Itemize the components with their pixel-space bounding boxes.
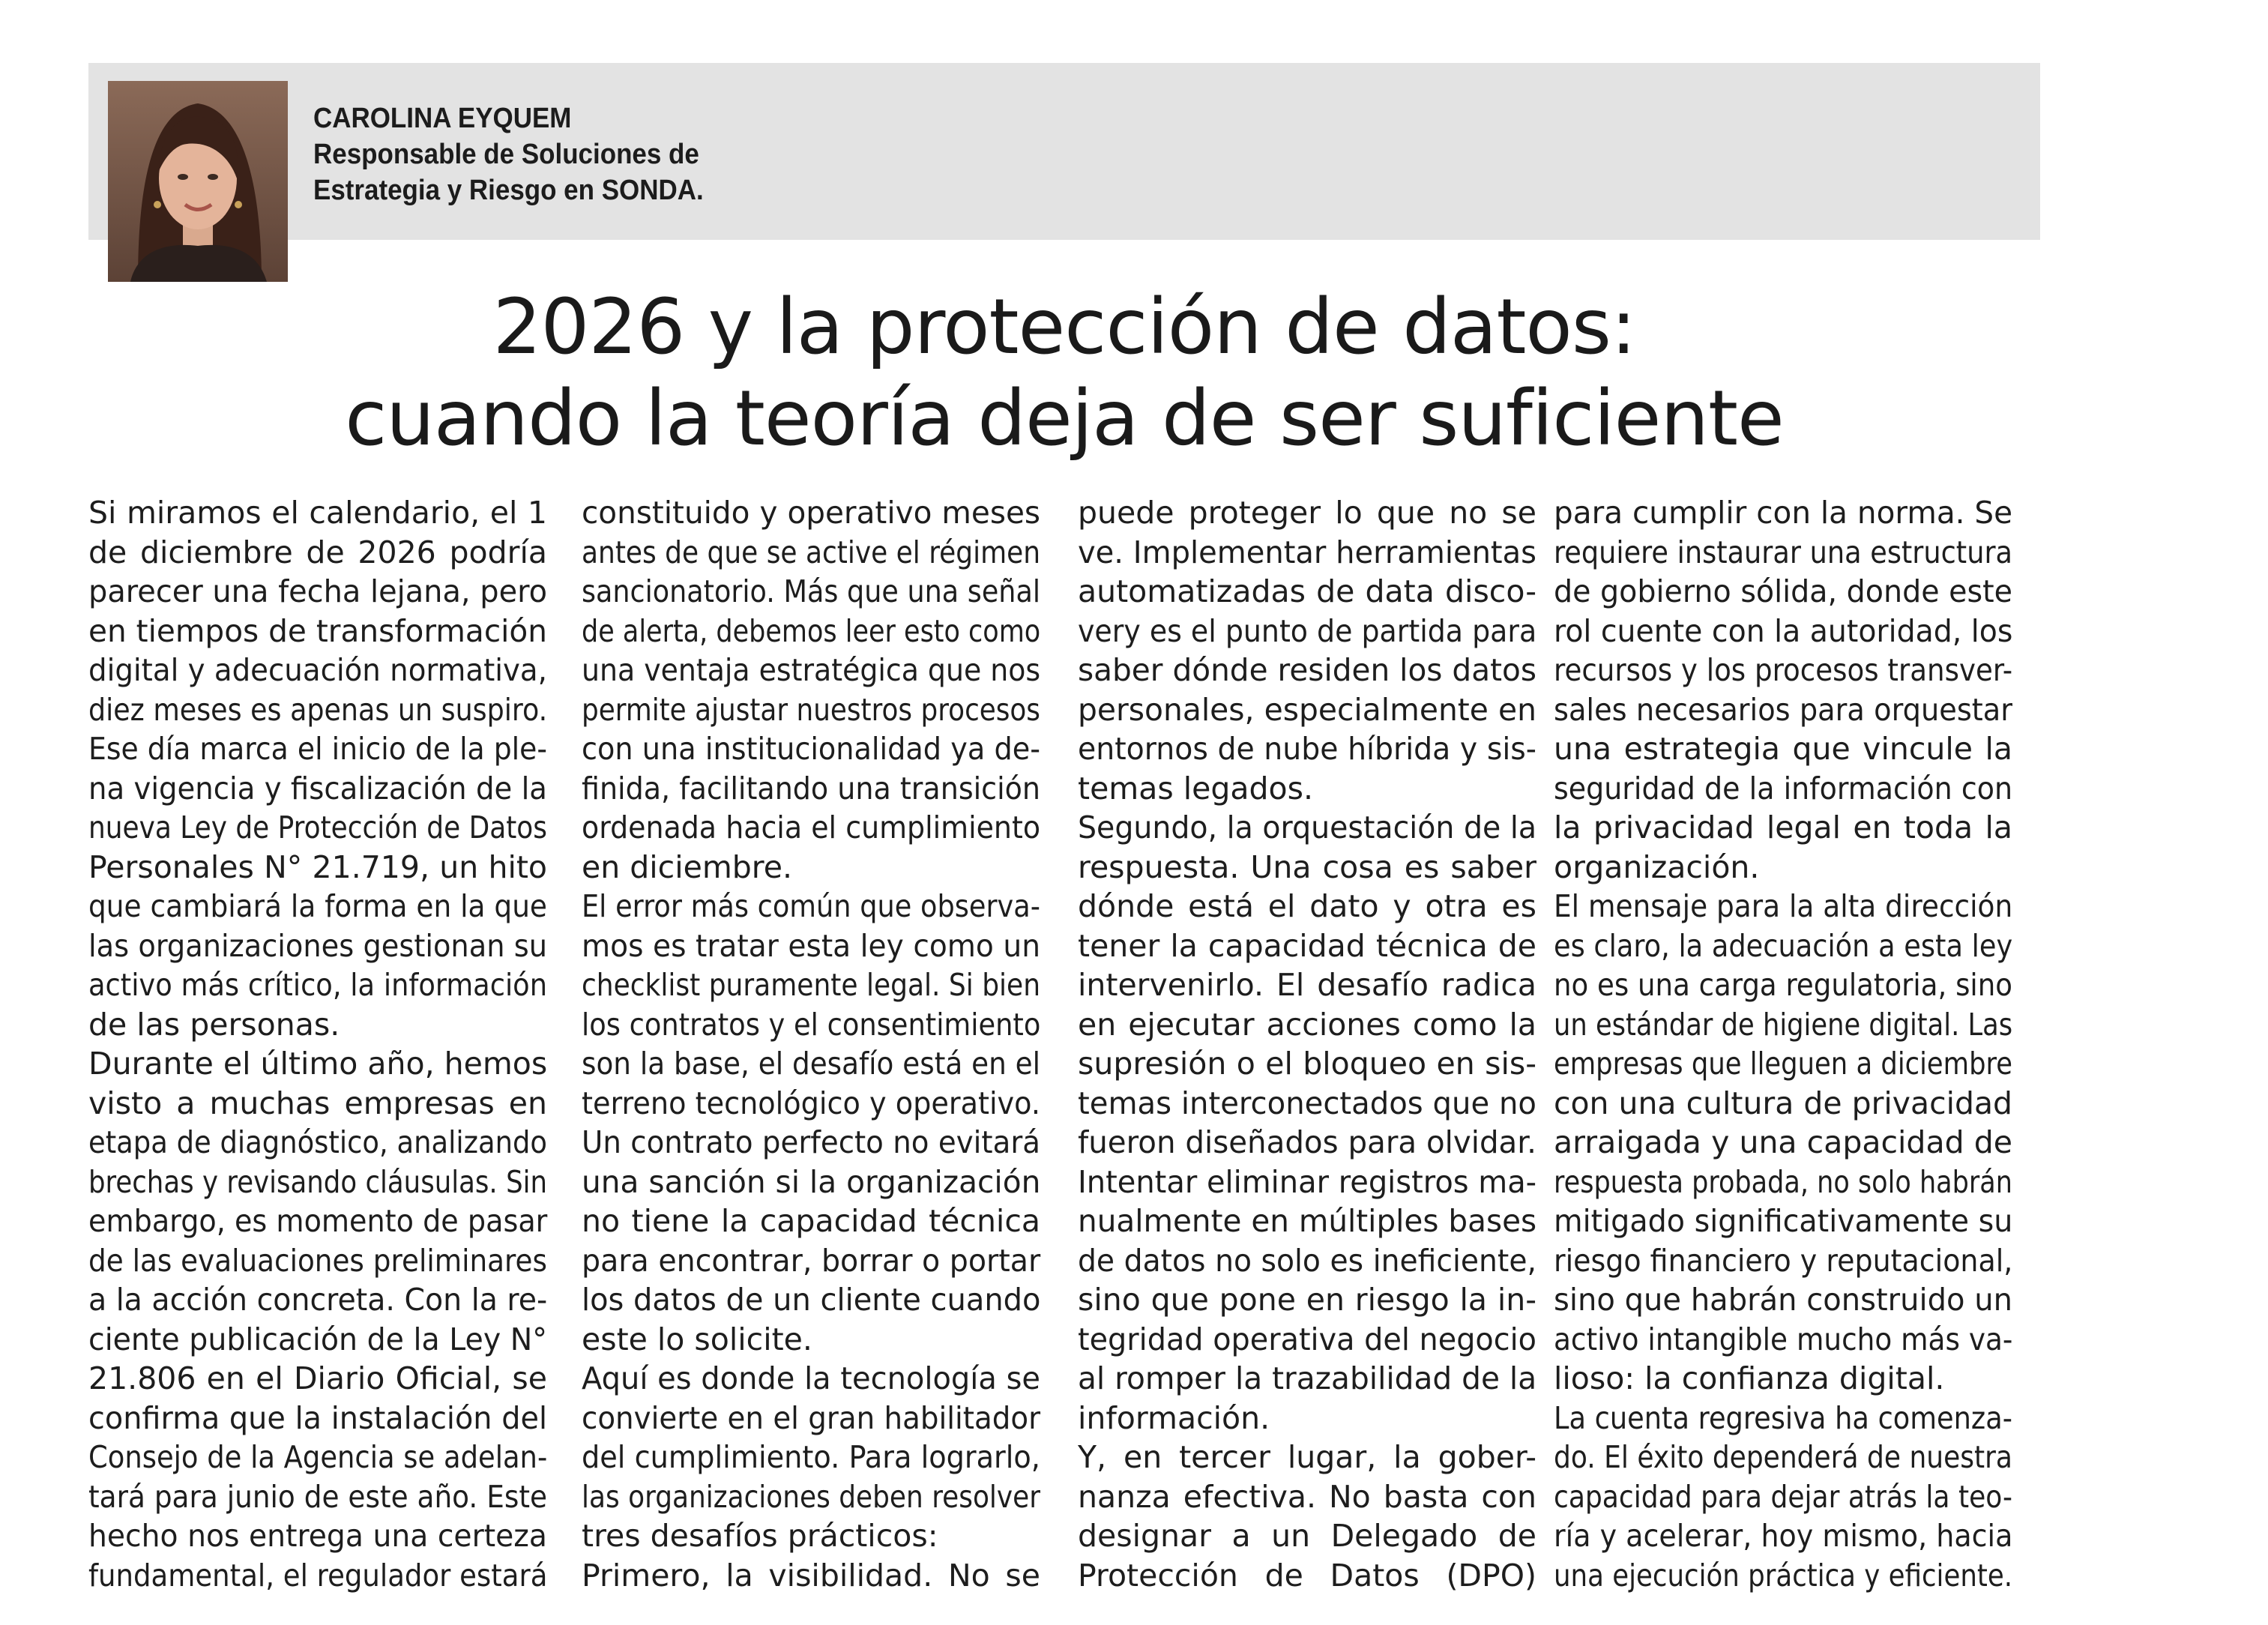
headline-line-1: 2026 y la protección de datos: (492, 283, 1636, 372)
author-role-line-2: Estrategia y Riesgo en SONDA. (313, 175, 704, 206)
article-text-line: recursos y los procesos transver- (1554, 652, 2013, 688)
article-text-line: una ejecución práctica y eficiente. (1554, 1557, 2013, 1594)
article-text-line: Protección de Datos (DPO) (1078, 1557, 1536, 1594)
author-name: CAROLINA EYQUEM (313, 103, 572, 134)
article-text-line: para encontrar, borrar o portar (582, 1242, 1041, 1279)
article-text-line: Aquí es donde la tecnología se (582, 1360, 1040, 1396)
article-text-line: designar a un Delegado de (1078, 1518, 1536, 1554)
article-text-line: organización. (1554, 848, 1760, 885)
article-column-3 (1078, 493, 1536, 1595)
article-text-line: confirma que la instalación del (88, 1399, 548, 1436)
article-text-line: respuesta probada, no solo habrán (1554, 1163, 2012, 1200)
article-text-line: automatizadas de data disco- (1078, 573, 1536, 609)
article-text-line: checklist puramente legal. Si bien (582, 967, 1041, 1003)
article-text-line: las organizaciones deben resolver (582, 1478, 1040, 1515)
article-text-line: intervenirlo. El desafío radica (1078, 967, 1536, 1003)
article-text-line: mos es tratar esta ley como un (582, 927, 1041, 964)
article-text-line: digital y adecuación normativa, (88, 652, 547, 688)
article-text-line: El mensaje para la alta dirección (1554, 888, 2013, 924)
article-text-line: Si miramos el calendario, el 1 (88, 495, 547, 531)
article-text-line: Primero, la visibilidad. No se (582, 1557, 1040, 1594)
article-text-line: tres desafíos prácticos: (582, 1518, 938, 1554)
article-text-line: do. El éxito dependerá de nuestra (1554, 1439, 2012, 1475)
article-text-line: La cuenta regresiva ha comenza- (1554, 1399, 2012, 1436)
article-text-line: las organizaciones gestionan su (88, 927, 548, 964)
article-text-line: una sanción si la organización (582, 1163, 1041, 1200)
article-text-line: entornos de nube híbrida y sis- (1078, 731, 1537, 767)
article-text-line: una ventaja estratégica que nos (582, 652, 1041, 688)
article-text-line: de datos no solo es ineficiente, (1078, 1242, 1536, 1279)
article-text-line: Intentar eliminar registros ma- (1078, 1163, 1537, 1200)
article-text-line: de diciembre de 2026 podría (88, 534, 547, 570)
article-text-line: los datos de un cliente cuando (582, 1282, 1041, 1318)
article-text-line: parecer una fecha lejana, pero (88, 573, 548, 609)
article-text-line: na vigencia y fiscalización de la (88, 770, 547, 807)
article-text-line: brechas y revisando cláusulas. Sin (88, 1163, 548, 1200)
article-text-line: diez meses es apenas un suspiro. (88, 691, 548, 728)
article-text-line: hecho nos entrega una certeza (88, 1518, 547, 1554)
article-text-line: los contratos y el consentimiento (582, 1006, 1041, 1043)
article-text-line: fundamental, el regulador estará (88, 1557, 548, 1594)
article-column-2 (582, 493, 1040, 1595)
article-text-line: que cambiará la forma en la que (88, 888, 547, 924)
article-text-line: puede proteger lo que no se (1078, 495, 1536, 531)
article-text-line: saber dónde residen los datos (1078, 652, 1537, 688)
article-text-line: very es el punto de partida para (1078, 612, 1537, 649)
article-text-line: constituido y operativo meses (582, 495, 1041, 531)
article-text-line: visto a muchas empresas en (88, 1085, 547, 1121)
article-text-line: rol cuente con la autoridad, los (1554, 612, 2013, 649)
article-text-line: terreno tecnológico y operativo. (582, 1085, 1040, 1121)
article-text-line: este lo solicite. (582, 1321, 812, 1357)
article-text-line: embargo, es momento de pasar (88, 1203, 548, 1239)
article-text-line: supresión o el bloqueo en sis- (1078, 1046, 1536, 1082)
article-text-line: de las evaluaciones preliminares (88, 1242, 547, 1279)
article-text-line: sino que pone en riesgo la in- (1078, 1282, 1536, 1318)
article-text-line: en diciembre. (582, 848, 792, 885)
article-text-line: ciente publicación de la Ley N° (88, 1321, 548, 1357)
article-text-line: El error más común que observa- (582, 888, 1040, 924)
article-text-line: para cumplir con la norma. Se (1554, 495, 2013, 531)
article-text-line: Durante el último año, hemos (88, 1046, 548, 1082)
article-text-line: nanza efectiva. No basta con (1078, 1478, 1536, 1515)
article-text-line: sancionatorio. Más que una señal (582, 573, 1040, 609)
article-body (88, 493, 2040, 1603)
article-text-line: arraigada y una capacidad de (1554, 1124, 2012, 1160)
article-text-line: capacidad para dejar atrás la teo- (1554, 1478, 2012, 1515)
article-text-line: activo intangible mucho más va- (1554, 1321, 2013, 1357)
article-text-line: una estrategia que vincule la (1554, 731, 2012, 767)
article-text-line: no es una carga regulatoria, sino (1554, 967, 2012, 1003)
article-text-line: personales, especialmente en (1078, 691, 1536, 728)
article-text-line: es claro, la adecuación a esta ley (1554, 927, 2013, 964)
article-text-line: Un contrato perfecto no evitará (582, 1124, 1040, 1160)
article-text-line: del cumplimiento. Para lograrlo, (582, 1439, 1040, 1475)
article-text-line: de las personas. (88, 1006, 340, 1043)
article-text-line: ordenada hacia el cumplimiento (582, 810, 1041, 845)
article-text-line: antes de que se active el régimen (582, 534, 1041, 570)
article-text-line: nueva Ley de Protección de Datos (88, 810, 547, 845)
article-text-line: fueron diseñados para olvidar. (1078, 1124, 1536, 1160)
article-text-line: sino que habrán construido un (1554, 1282, 2013, 1318)
article-headline (88, 282, 2040, 465)
author-role-line-1: Responsable de Soluciones de (313, 139, 699, 170)
article-text-line: seguridad de la información con (1554, 770, 2013, 807)
article-text-line: tará para junio de este año. Este (88, 1478, 548, 1515)
article-text-line: un estándar de higiene digital. Las (1554, 1006, 2013, 1043)
article-text-line: empresas que lleguen a diciembre (1554, 1046, 2013, 1082)
author-portrait-image (108, 81, 288, 282)
article-text-line: Y, en tercer lugar, la gober- (1078, 1439, 1536, 1475)
article-text-line: a la acción concreta. Con la re- (88, 1282, 548, 1318)
article-text-line: de alerta, debemos leer esto como (582, 612, 1041, 649)
article-text-line: lioso: la confianza digital. (1554, 1360, 1945, 1396)
article-text-line: permite ajustar nuestros procesos (582, 691, 1040, 728)
article-text-line: con una cultura de privacidad (1554, 1085, 2013, 1121)
article-text-line: 21.806 en el Diario Oficial, se (88, 1360, 547, 1396)
article-text-line: sales necesarios para orquestar (1554, 691, 2013, 728)
article-text-line: la privacidad legal en toda la (1554, 810, 2012, 845)
article-text-line: Segundo, la orquestación de la (1078, 810, 1537, 845)
article-text-line: etapa de diagnóstico, analizando (88, 1124, 547, 1160)
article-text-line: Personales N° 21.719, un hito (88, 848, 547, 885)
article-text-line: tener la capacidad técnica de (1078, 927, 1536, 964)
article-text-line: con una institucionalidad ya de- (582, 731, 1040, 767)
article-text-line: requiere instaurar una estructura (1554, 534, 2013, 570)
article-text-line: activo más crítico, la información (88, 967, 548, 1003)
article-text-line: ve. Implementar herramientas (1078, 534, 1537, 570)
article-text-line: ría y acelerar, hoy mismo, hacia (1554, 1518, 2013, 1554)
author-info (313, 100, 1141, 208)
article-text-line: en tiempos de transformación (88, 612, 548, 649)
article-text-line: tegridad operativa del negocio (1078, 1321, 1537, 1357)
article-text-line: no tiene la capacidad técnica (582, 1203, 1040, 1239)
article-text-line: mitigado significativamente su (1554, 1203, 2013, 1239)
article-text-line: Consejo de la Agencia se adelan- (88, 1439, 548, 1475)
article-text-line: Ese día marca el inicio de la ple- (88, 731, 547, 767)
article-text-line: temas legados. (1078, 770, 1314, 807)
article-text-line: respuesta. Una cosa es saber (1078, 848, 1536, 885)
article-text-line: convierte en el gran habilitador (582, 1399, 1041, 1436)
article-column-1 (88, 493, 547, 1595)
article-text-line: riesgo financiero y reputacional, (1554, 1242, 2013, 1279)
article-column-4 (1554, 493, 2012, 1595)
headline-line-2: cuando la teoría deja de ser suficiente (345, 374, 1784, 463)
article-text-line: de gobierno sólida, donde este (1554, 573, 2013, 609)
article-text-line: en ejecutar acciones como la (1078, 1006, 1536, 1043)
author-photo (108, 81, 288, 282)
article-text-line: temas interconectados que no (1078, 1085, 1536, 1121)
article-text-line: dónde está el dato y otra es (1078, 888, 1536, 924)
article-text-line: al romper la trazabilidad de la (1078, 1360, 1537, 1396)
article-text-line: información. (1078, 1399, 1270, 1436)
article-text-line: nualmente en múltiples bases (1078, 1203, 1537, 1239)
article-text-line: son la base, el desafío está en el (582, 1046, 1040, 1082)
article-text-line: finida, facilitando una transición (582, 770, 1041, 807)
